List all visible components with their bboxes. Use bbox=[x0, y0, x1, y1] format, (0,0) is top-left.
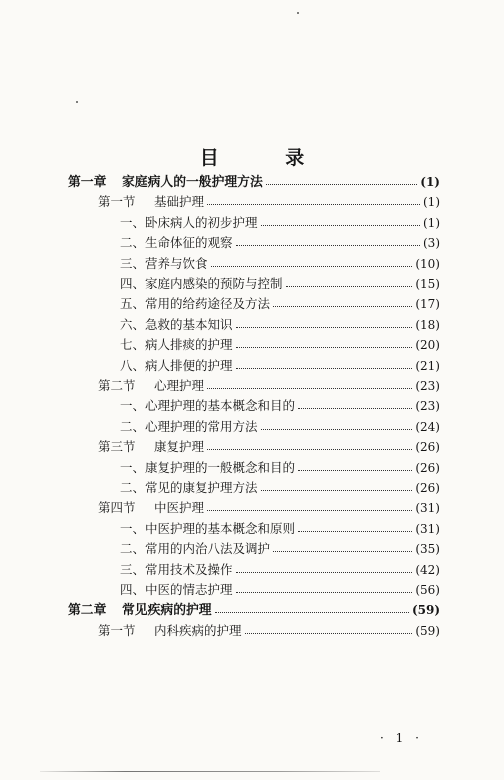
toc-entry-label bbox=[120, 396, 295, 416]
toc-entry-item bbox=[120, 356, 440, 376]
toc-entry-item bbox=[120, 213, 440, 233]
dot-leader bbox=[207, 388, 412, 389]
toc-entry-title: 常见疾病的护理 bbox=[122, 603, 212, 618]
toc-entry-page: (21) bbox=[415, 359, 440, 373]
toc-entry-title: 内科疾病的护理 bbox=[154, 623, 242, 638]
dot-leader bbox=[273, 306, 412, 307]
toc-entry-page: (17) bbox=[415, 297, 440, 311]
toc-entry-page: (20) bbox=[415, 338, 440, 352]
toc-entry-page: (35) bbox=[415, 542, 440, 556]
toc-entry-number: 第一节 bbox=[98, 623, 136, 638]
toc-entry-label bbox=[68, 601, 212, 621]
toc-entry-page: (24) bbox=[415, 420, 440, 434]
toc-entry-label bbox=[120, 539, 270, 559]
toc-entry-label bbox=[120, 560, 233, 580]
dot-leader bbox=[236, 368, 413, 369]
toc-entry-section bbox=[98, 621, 440, 641]
toc-entry-title: 一、中医护理的基本概念和原则 bbox=[120, 521, 296, 536]
dot-leader bbox=[298, 470, 412, 471]
toc-entry-label bbox=[120, 519, 295, 539]
toc-entry-title: 四、中医的情志护理 bbox=[120, 582, 233, 597]
dot-leader bbox=[286, 286, 413, 287]
toc-entry-section bbox=[98, 498, 440, 518]
toc-entry-title: 七、病人排痰的护理 bbox=[120, 337, 233, 352]
toc-entry-page: (31) bbox=[415, 501, 440, 515]
toc-entry-label bbox=[120, 478, 258, 498]
toc-entry-label bbox=[120, 417, 258, 437]
toc-entry-item bbox=[120, 335, 440, 355]
toc-entry-page: (26) bbox=[415, 440, 440, 454]
toc-entry-section bbox=[98, 192, 440, 212]
dot-leader bbox=[236, 592, 413, 593]
toc-entry-title: 二、常见的康复护理方法 bbox=[120, 480, 258, 495]
toc-entry-number: 第一节 bbox=[98, 194, 136, 209]
toc-entry-page: (42) bbox=[415, 563, 440, 577]
toc-entry-title: 八、病人排便的护理 bbox=[120, 358, 233, 373]
toc-entry-item bbox=[120, 254, 440, 274]
toc-entry-title: 四、家庭内感染的预防与控制 bbox=[120, 276, 283, 291]
toc-entry-page: (59) bbox=[415, 624, 440, 638]
toc-entry-page: (1) bbox=[423, 195, 440, 209]
toc-entry-title: 二、常用的内治八法及调护 bbox=[120, 541, 271, 556]
dot-leader bbox=[215, 612, 409, 613]
toc-entry-label bbox=[120, 580, 233, 600]
dot-leader bbox=[207, 510, 412, 511]
toc-entry-section bbox=[98, 376, 440, 396]
toc-entry-number: 第一章 bbox=[68, 175, 107, 190]
toc-entry-page: (26) bbox=[415, 481, 440, 495]
toc-entry-title: 家庭病人的一般护理方法 bbox=[122, 175, 263, 190]
toc-entry-title: 一、心理护理的基本概念和目的 bbox=[120, 398, 296, 413]
toc-entry-label bbox=[120, 315, 233, 335]
toc-entry-label bbox=[120, 458, 295, 478]
toc-entry-label bbox=[120, 274, 283, 294]
toc-entry-title: 三、常用技术及操作 bbox=[120, 562, 233, 577]
toc-entry-title: 五、常用的给药途径及方法 bbox=[120, 296, 271, 311]
toc-entry-item bbox=[120, 580, 440, 600]
toc-entry-page: (26) bbox=[415, 461, 440, 475]
toc-entry-page: (10) bbox=[415, 257, 440, 271]
toc-entry-title: 二、生命体征的观察 bbox=[120, 235, 233, 250]
toc-entry-item bbox=[120, 560, 440, 580]
dot-leader bbox=[245, 633, 413, 634]
toc-entry-title: 心理护理 bbox=[154, 378, 205, 393]
dot-leader bbox=[261, 225, 420, 226]
scan-speck bbox=[297, 12, 299, 14]
dot-leader bbox=[298, 531, 412, 532]
toc-entry-chapter bbox=[68, 172, 440, 192]
toc-entry-title: 六、急救的基本知识 bbox=[120, 317, 233, 332]
toc-entry-page: (1) bbox=[423, 216, 440, 230]
toc-entry-page: (15) bbox=[415, 277, 440, 291]
toc-entry-title: 一、康复护理的一般概念和目的 bbox=[120, 460, 296, 475]
toc-entry-title: 二、心理护理的常用方法 bbox=[120, 419, 258, 434]
toc-entry-label bbox=[98, 498, 204, 518]
toc-entry-item bbox=[120, 417, 440, 437]
dot-leader bbox=[236, 572, 413, 573]
toc-entry-label bbox=[120, 335, 233, 355]
toc-entry-item bbox=[120, 539, 440, 559]
dot-leader bbox=[298, 408, 412, 409]
toc-entry-title: 中医护理 bbox=[154, 500, 205, 515]
dot-leader bbox=[261, 429, 413, 430]
toc-entry-label bbox=[68, 173, 263, 193]
toc-entry-item bbox=[120, 233, 440, 253]
toc-entry-page: (3) bbox=[423, 236, 440, 250]
dot-leader bbox=[266, 184, 418, 185]
dot-leader bbox=[273, 551, 412, 552]
toc-entry-page: (59) bbox=[411, 603, 440, 617]
toc-entry-page: (56) bbox=[415, 583, 440, 597]
toc-entry-page: (23) bbox=[415, 399, 440, 413]
toc-entry-title: 一、卧床病人的初步护理 bbox=[120, 215, 258, 230]
toc-entry-label bbox=[120, 254, 208, 274]
page-title: 目 录 bbox=[199, 147, 335, 169]
toc-entry-title: 三、营养与饮食 bbox=[120, 256, 208, 271]
toc-entry-label bbox=[120, 356, 233, 376]
toc-entry-number: 第二章 bbox=[68, 603, 107, 618]
dot-leader bbox=[207, 204, 420, 205]
toc-entry-label bbox=[98, 621, 242, 641]
dot-leader bbox=[236, 327, 413, 328]
dot-leader bbox=[261, 490, 413, 491]
toc-entry-page: (18) bbox=[415, 318, 440, 332]
scan-edge-line bbox=[40, 771, 380, 772]
toc-entry-item bbox=[120, 458, 440, 478]
toc-entry-item bbox=[120, 478, 440, 498]
toc-entry-section bbox=[98, 437, 440, 457]
toc-entry-chapter bbox=[68, 600, 440, 620]
toc-entry-page: (1) bbox=[420, 175, 440, 189]
toc-entry-title: 康复护理 bbox=[154, 439, 205, 454]
toc-entry-title: 基础护理 bbox=[154, 194, 205, 209]
scan-speck bbox=[76, 101, 78, 103]
dot-leader bbox=[211, 266, 413, 267]
toc-entry-page: (31) bbox=[415, 522, 440, 536]
toc-entry-number: 第四节 bbox=[98, 500, 136, 515]
toc-entry-label bbox=[120, 213, 258, 233]
toc-entry-label bbox=[98, 437, 204, 457]
toc-entry-label bbox=[98, 376, 204, 396]
toc-entry-item bbox=[120, 294, 440, 314]
page-number: · 1 · bbox=[380, 731, 423, 745]
toc-entry-label bbox=[120, 294, 270, 314]
toc-entry-item bbox=[120, 396, 440, 416]
dot-leader bbox=[207, 449, 412, 450]
dot-leader bbox=[236, 245, 420, 246]
toc-entry-page: (23) bbox=[415, 379, 440, 393]
toc-entry-label bbox=[98, 192, 204, 212]
toc-entry-item bbox=[120, 519, 440, 539]
toc-entry-number: 第三节 bbox=[98, 439, 136, 454]
toc-entry-number: 第二节 bbox=[98, 378, 136, 393]
dot-leader bbox=[236, 347, 413, 348]
toc-entry-item bbox=[120, 274, 440, 294]
toc-entry-label bbox=[120, 233, 233, 253]
toc-entry-item bbox=[120, 315, 440, 335]
